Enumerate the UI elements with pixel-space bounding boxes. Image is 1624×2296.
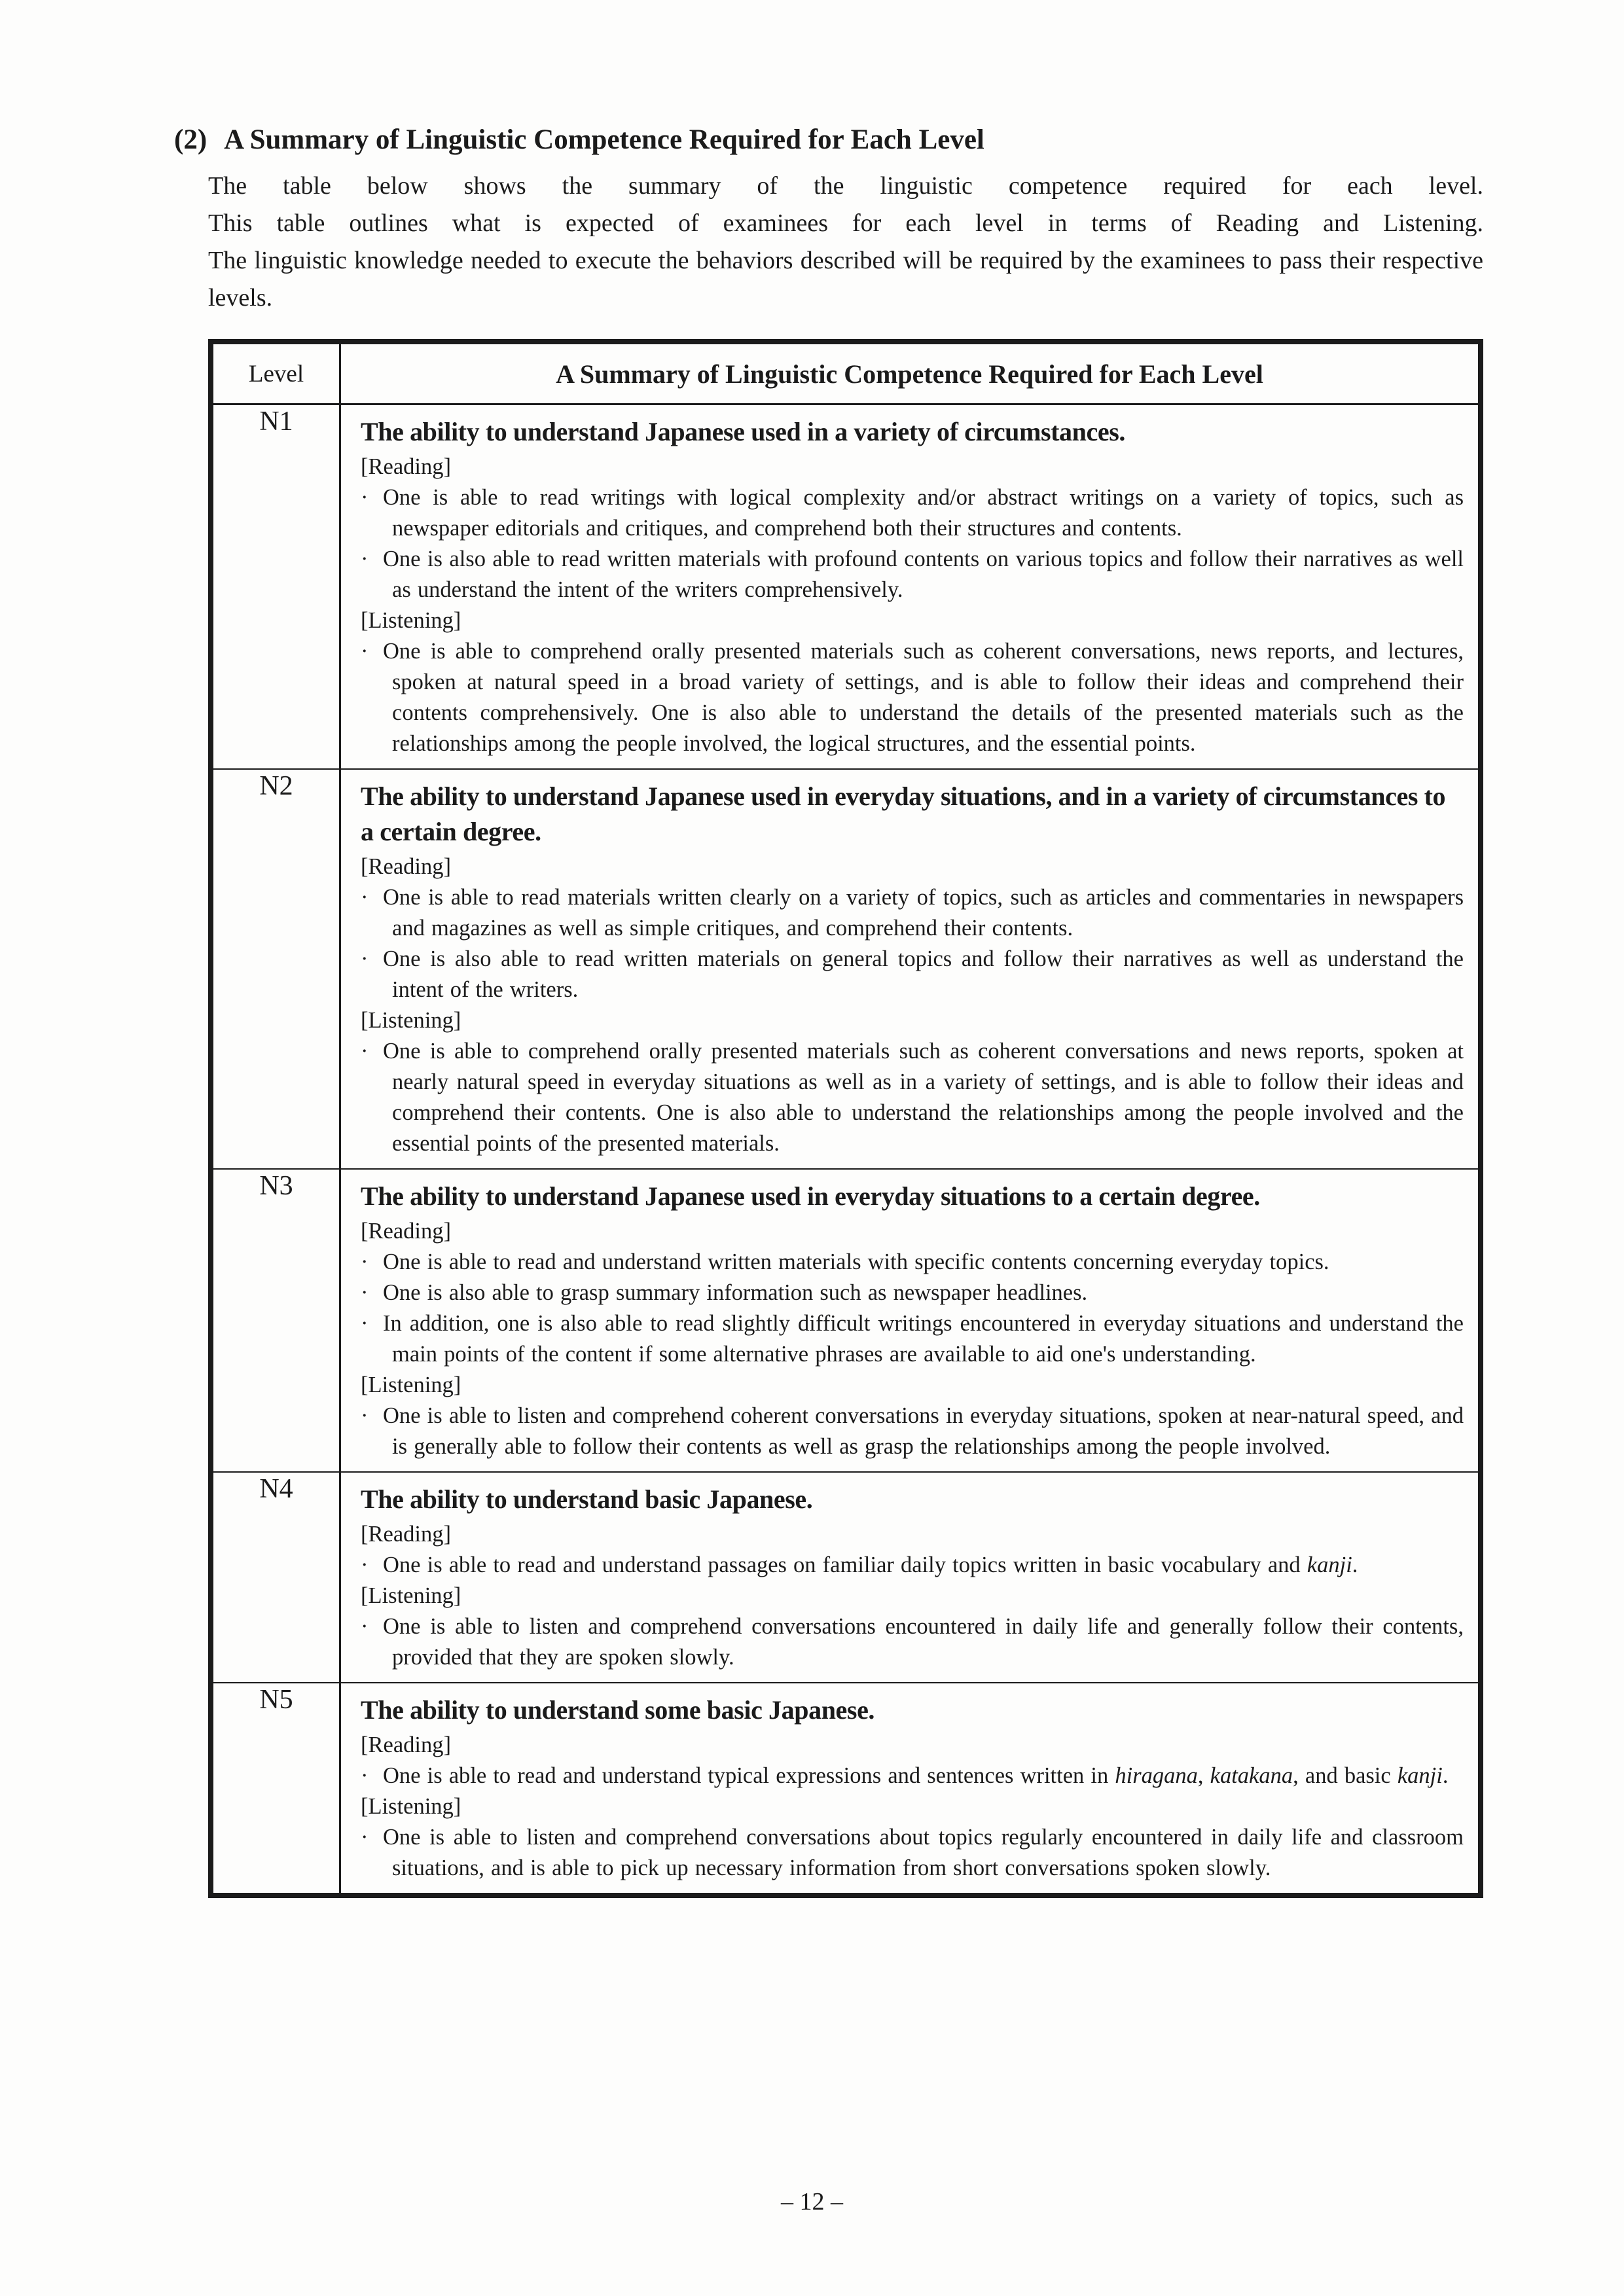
page-number: – 12 – (781, 2188, 843, 2215)
bullet-item (361, 636, 1464, 759)
bullet-dot: · (361, 1280, 369, 1305)
level-cell-n2: N2 (211, 769, 340, 1169)
bullet-text: One is able to comprehend orally presented materials such as coherent conversations, news reports, and lectures, spoken at natural speed in a broad variety of settings, and is able to follow their ideas and comprehend their contents comprehensively. One is also able to understand the details of the presented materials such as the relationships among the people involved, the logical structures, and the essential points. (383, 639, 1464, 756)
listening-label: [Listening] (361, 1583, 461, 1608)
bullet-text: One is able to listen and comprehend conversations encountered in daily life and generally follow their contents, provided that they are spoken slowly. (383, 1614, 1464, 1670)
bullet-text: One is able to read and understand written materials with specific contents concerning everyday topics. (383, 1249, 1329, 1274)
intro-line-3: The linguistic knowledge needed to execute the behaviors described will be required by the examinees to pass their respective levels. (208, 247, 1483, 312)
bullet-text: One is able to read materials written clearly on a variety of topics, such as articles and commentaries in newspapers and magazines as well as simple critiques, and comprehend their contents. (383, 885, 1464, 941)
bullet-item (361, 1550, 1464, 1581)
intro-line-1: The table below shows the summary of the linguistic competence required for each level. (208, 172, 1483, 200)
bullet-text: One is able to read writings with logical complexity and/or abstract writings on a variety of topics, such as newspaper editorials and critiques, and comprehend both their structures and contents. (383, 485, 1464, 541)
bullet-item (361, 1036, 1464, 1159)
bullet-dot: · (361, 639, 369, 664)
table-row-n4 (211, 1472, 1481, 1683)
table-row-n2 (211, 769, 1481, 1169)
reading-label: [Reading] (361, 1732, 451, 1757)
reading-label: [Reading] (361, 854, 451, 879)
bullet-item (361, 944, 1464, 1005)
bullet-text: One is able to read and understand passages on familiar daily topics written in basic vocabulary and kanji. (383, 1552, 1358, 1577)
competence-heading: The ability to understand Japanese used in everyday situations, and in a variety of circumstances to a certain degree. (361, 781, 1446, 846)
bullet-dot: · (361, 1311, 369, 1336)
bullet-text: In addition, one is also able to read slightly difficult writings encountered in everyday situations and understand the main points of the content if some alternative phrases are available to aid one's understanding. (383, 1311, 1464, 1367)
summary-cell-n1 (340, 404, 1481, 770)
reading-label: [Reading] (361, 1219, 451, 1244)
table-row-n3 (211, 1169, 1481, 1472)
reading-label: [Reading] (361, 1522, 451, 1547)
bullet-text: One is able to comprehend orally presented materials such as coherent conversations and news reports, spoken at nearly natural speed in everyday situations as well as in a variety of settings, and is able to follow their ideas and comprehend their contents. One is also able to understand the relationships among the people involved and the essential points of the presented materials. (383, 1039, 1464, 1156)
reading-label: [Reading] (361, 454, 451, 479)
bullet-dot: · (361, 946, 369, 971)
bullet-item (361, 482, 1464, 544)
bullet-text: One is also able to read written materials with profound contents on various topics and follow their narratives as well as understand the intent of the writers comprehensively. (383, 547, 1464, 602)
level-cell-n5: N5 (211, 1683, 340, 1895)
bullet-text: One is able to listen and comprehend conversations about topics regularly encountered in daily life and classroom situations, and is able to pick up necessary information from short conversations spoken slowly. (383, 1825, 1464, 1880)
bullet-item (361, 1401, 1464, 1462)
level-cell-n3: N3 (211, 1169, 340, 1472)
competence-heading: The ability to understand basic Japanese. (361, 1484, 813, 1514)
summary-cell-n2 (340, 769, 1481, 1169)
bullet-item (361, 1308, 1464, 1370)
bullet-item (361, 1761, 1464, 1791)
section-title: A Summary of Linguistic Competence Required for Each Level (224, 124, 984, 155)
intro-paragraph (208, 168, 1483, 317)
bullet-text: One is able to listen and comprehend coherent conversations in everyday situations, spoken at near-natural speed, and is generally able to follow their contents as well as grasp the relationships among the people involved. (383, 1403, 1464, 1459)
bullet-text: One is able to read and understand typical expressions and sentences written in hiragana, katakana, and basic kanji. (383, 1763, 1449, 1788)
bullet-item (361, 1247, 1464, 1278)
level-cell-n1: N1 (211, 404, 340, 770)
table-header-row (211, 342, 1481, 404)
summary-cell-n4 (340, 1472, 1481, 1683)
bullet-item (361, 1611, 1464, 1673)
bullet-text: One is also able to grasp summary information such as newspaper headlines. (383, 1280, 1088, 1305)
section-heading (174, 123, 1483, 157)
bullet-item (361, 1822, 1464, 1884)
bullet-dot: · (361, 1403, 369, 1428)
summary-cell-n5 (340, 1683, 1481, 1895)
bullet-dot: · (361, 1249, 369, 1274)
section-number: (2) (174, 124, 208, 155)
level-column-header: Level (211, 342, 340, 404)
bullet-dot: · (361, 1763, 369, 1788)
bullet-item (361, 544, 1464, 605)
bullet-dot: · (361, 547, 369, 571)
bullet-dot: · (361, 485, 369, 510)
competence-table (208, 339, 1483, 1898)
bullet-text: One is also able to read written materials on general topics and follow their narratives as well as understand the intent of the writers. (383, 946, 1464, 1002)
table-row-n5 (211, 1683, 1481, 1895)
competence-heading: The ability to understand Japanese used in a variety of circumstances. (361, 417, 1125, 446)
competence-heading: The ability to understand some basic Japanese. (361, 1695, 875, 1725)
listening-label: [Listening] (361, 608, 461, 633)
competence-heading: The ability to understand Japanese used in everyday situations to a certain degree. (361, 1181, 1260, 1211)
listening-label: [Listening] (361, 1794, 461, 1819)
summary-cell-n3 (340, 1169, 1481, 1472)
intro-line-2: This table outlines what is expected of examinees for each level in terms of Reading and Listening. (208, 209, 1483, 237)
level-cell-n4: N4 (211, 1472, 340, 1683)
listening-label: [Listening] (361, 1372, 461, 1397)
bullet-dot: · (361, 1552, 369, 1577)
table-row-n1 (211, 404, 1481, 770)
bullet-dot: · (361, 885, 369, 910)
listening-label: [Listening] (361, 1008, 461, 1033)
bullet-item (361, 1278, 1464, 1308)
summary-column-header: A Summary of Linguistic Competence Required for Each Level (340, 342, 1481, 404)
bullet-dot: · (361, 1039, 369, 1064)
bullet-dot: · (361, 1825, 369, 1850)
bullet-dot: · (361, 1614, 369, 1639)
bullet-item (361, 882, 1464, 944)
